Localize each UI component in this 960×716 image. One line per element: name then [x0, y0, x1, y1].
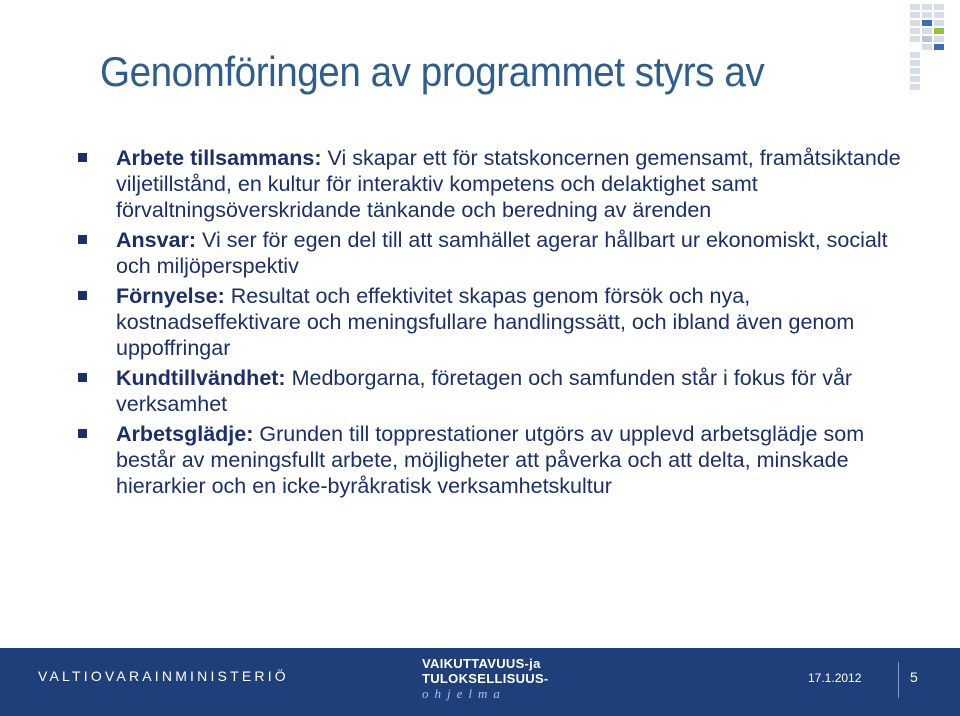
square-bullet-icon	[78, 235, 87, 244]
bullet-item	[78, 283, 908, 361]
bullet-list	[78, 145, 908, 503]
bullet-text: Grunden till topprestationer utgörs av upplevd arbetsglädje som består av meningsfullt arbete, möjligheter att påverka och att delta, minskade hierarkier och en icke-byråkratisk verksamhetskultur	[116, 422, 865, 498]
square-bullet-icon	[78, 291, 87, 300]
square-bullet-icon	[78, 153, 87, 162]
program-logo	[422, 656, 549, 702]
slide-title: Genomföringen av programmet styrs av	[100, 48, 765, 95]
bullet-item	[78, 365, 908, 417]
bullet-text: Medborgarna, företagen och samfunden står i fokus för vår verksamhet	[116, 366, 853, 416]
page-number: 5	[910, 669, 918, 685]
bullet-term: Ansvar:	[116, 228, 197, 252]
bullet-term: Förnyelse:	[116, 284, 225, 308]
bullet-text: Resultat och effektivitet skapas genom försök och nya, kostnadseffektivare och meningsfullare handlingssätt, och ibland även genom uppoffringar	[116, 284, 855, 360]
logo-line-2: TULOKSELLISUUS-	[422, 671, 549, 686]
footer-divider	[898, 662, 899, 698]
corner-decoration	[908, 0, 960, 100]
bullet-item	[78, 227, 908, 279]
bullet-item	[78, 145, 908, 223]
bullet-item	[78, 421, 908, 499]
slide-date: 17.1.2012	[808, 671, 862, 685]
bullet-text: Vi skapar ett för statskoncernen gemensamt, framåtsiktande viljetillstånd, en kultur för interaktiv kompetens och delaktighet samt förvaltningsöverskridande tänkande och beredning av ärenden	[116, 146, 901, 222]
bullet-term: Arbete tillsammans:	[116, 146, 322, 170]
bullet-term: Arbetsglädje:	[116, 422, 254, 446]
square-bullet-icon	[78, 429, 87, 438]
footer-bar	[0, 648, 960, 716]
logo-line-1: VAIKUTTAVUUS-ja	[422, 656, 541, 671]
logo-line-3: ohjelma	[422, 686, 506, 701]
square-bullet-icon	[78, 373, 87, 382]
ministry-name: VALTIOVARAINMINISTERIÖ	[38, 668, 289, 684]
bullet-text: Vi ser för egen del till att samhället agerar hållbart ur ekonomiskt, socialt och miljöperspektiv	[116, 228, 888, 278]
bullet-term: Kundtillvändhet:	[116, 366, 286, 390]
